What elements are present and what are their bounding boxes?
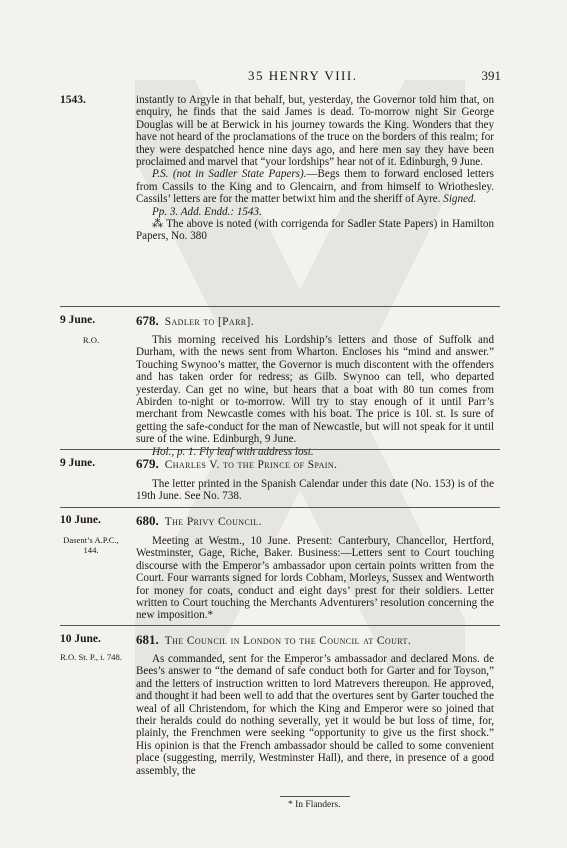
continuation-text: instantly to Argyle in that behalf, but, yesterday, the Governor told him that, on enquiry, he finds that the said James is dead. To-morrow night Sir George Douglas will be at Berwick in his journey towards the King. Wonders that they have not heard of the proclamations of the truce on the borders of this realm; for they were despatched hence nine days ago, and here men say they have been proclaimed and marvel that “your lordships” hear not of it. Edinburgh, 9 June. <box>136 94 494 169</box>
page-header <box>0 68 567 84</box>
entry-number: 678. <box>136 313 159 328</box>
entry-text: Meeting at Westm., 10 June. Present: Canterbury, Chancellor, Hertford, Westminster, Gage, Riche, Baker. Business:—Letters sent to Court touching discourse with the Emperor’s ambassador upon certain points written from the Court. Four warrants signed for lords Cobham, Morleys, Sussex and Wentworth for money for coats, conduct and eight days’ prest for their soldiers. Letter written to Court touching the Merchants Adventurers’ resolution concerning the new imposition.* <box>136 535 494 622</box>
entry-description: Hol., p. 1. Fly leaf with address lost. <box>152 445 314 458</box>
entry-body <box>136 653 494 777</box>
footnote-rule <box>280 796 350 797</box>
postscript-text: —Begs them to forward enclosed letters from Cassils to the King and to Glencairn, and from himself to Wriothesley. Cassils’ letters are for the matter betwixt him and the sheriff of Ayre. <box>136 168 494 206</box>
page-number: 391 <box>481 68 501 83</box>
entry-number: 680. <box>136 513 159 528</box>
entry-divider <box>60 306 500 307</box>
entry-date: 9 June. <box>60 457 96 469</box>
entry-body <box>136 334 494 458</box>
entry-heading <box>136 513 494 529</box>
document-description: Pp. 3. Add. Endd.: 1543. <box>152 205 262 218</box>
entry-title: The Privy Council. <box>164 516 262 528</box>
entry-title: Charles V. to the Prince of Spain. <box>164 459 338 471</box>
entry-body <box>136 478 494 503</box>
entry-source: R.O. <box>82 335 100 345</box>
entry-source: R.O. St. P., i. 748. <box>60 652 122 662</box>
entry-title: The Council in London to the Council at Court. <box>164 635 412 647</box>
entry-number: 679. <box>136 456 159 471</box>
continuation-block <box>136 94 494 243</box>
entry-heading <box>136 456 494 472</box>
year-marker: 1543. <box>60 94 86 106</box>
running-head: 35 HENRY VIII. <box>248 68 358 83</box>
entry-divider <box>60 625 500 626</box>
entry-text: The letter printed in the Spanish Calendar under this date (No. 153) is of the 19th June. See No. 738. <box>136 478 494 503</box>
footnote: * In Flanders. <box>288 800 341 810</box>
entry-heading <box>136 632 494 648</box>
entry-date: 9 June. <box>60 314 96 326</box>
entry-divider <box>60 507 500 508</box>
entry-text: As commanded, sent for the Emperor’s ambassador and declared Mons. de Bees’s answer to “the demand of safe conduct both for Garter and for Toyson,” and the letters of instruction written to lord Matrevers thereupon. He approved, and thought it had been well to add that the overtures sent by Garter touched the weal of all Christendom, for which the King and Emperor were so joined that their heralds could do nothing severally, yet it would be but loss of time, for, plainly, the Frenchmen were seeking “opportunity to give us the first shock.” His opinion is that the French ambassador should be called to some convenient place (suggesting, merrily, Westminster Hall), and there, in presence of a good assembly, the <box>136 653 494 777</box>
entry-text: This morning received his Lordship’s letters and those of Suffolk and Durham, with the news sent from Wharton. Encloses his “mind and answer.” Touching Swynoo’s matter, the Governor is much discontent with the offenders and has taken order for redress; as Gilb. Swynoo can tell, who departed yesterday. Can get no wine, but hears that a boat with 80 tun comes from Abirden to-night or to-morrow. Will try to stay enough of it until Parr’s merchant from Newcastle comes with his boat. The price is 10l. st. Is sure of getting the safe-conduct for the man of Newcastle, but will not speak for it until sure of the wine. Edinburgh, 9 June. <box>136 334 494 446</box>
editorial-note: ⁂ The above is noted (with corrigenda for Sadler State Papers) in Hamilton Papers, No. 380 <box>136 218 494 243</box>
entry-divider <box>60 449 500 450</box>
entry-number: 681. <box>136 632 159 647</box>
postscript <box>136 168 494 205</box>
entry-title: Sadler to [Parr]. <box>164 316 254 328</box>
entry-date: 10 June. <box>60 514 101 526</box>
signed-label: Signed. <box>443 193 477 206</box>
entry-body <box>136 535 494 622</box>
entry-date: 10 June. <box>60 633 101 645</box>
entry-heading <box>136 313 494 329</box>
entry-source: Dasent’s A.P.C., 144. <box>63 535 119 555</box>
postscript-label: P.S. (not in Sadler State Papers). <box>152 168 307 181</box>
